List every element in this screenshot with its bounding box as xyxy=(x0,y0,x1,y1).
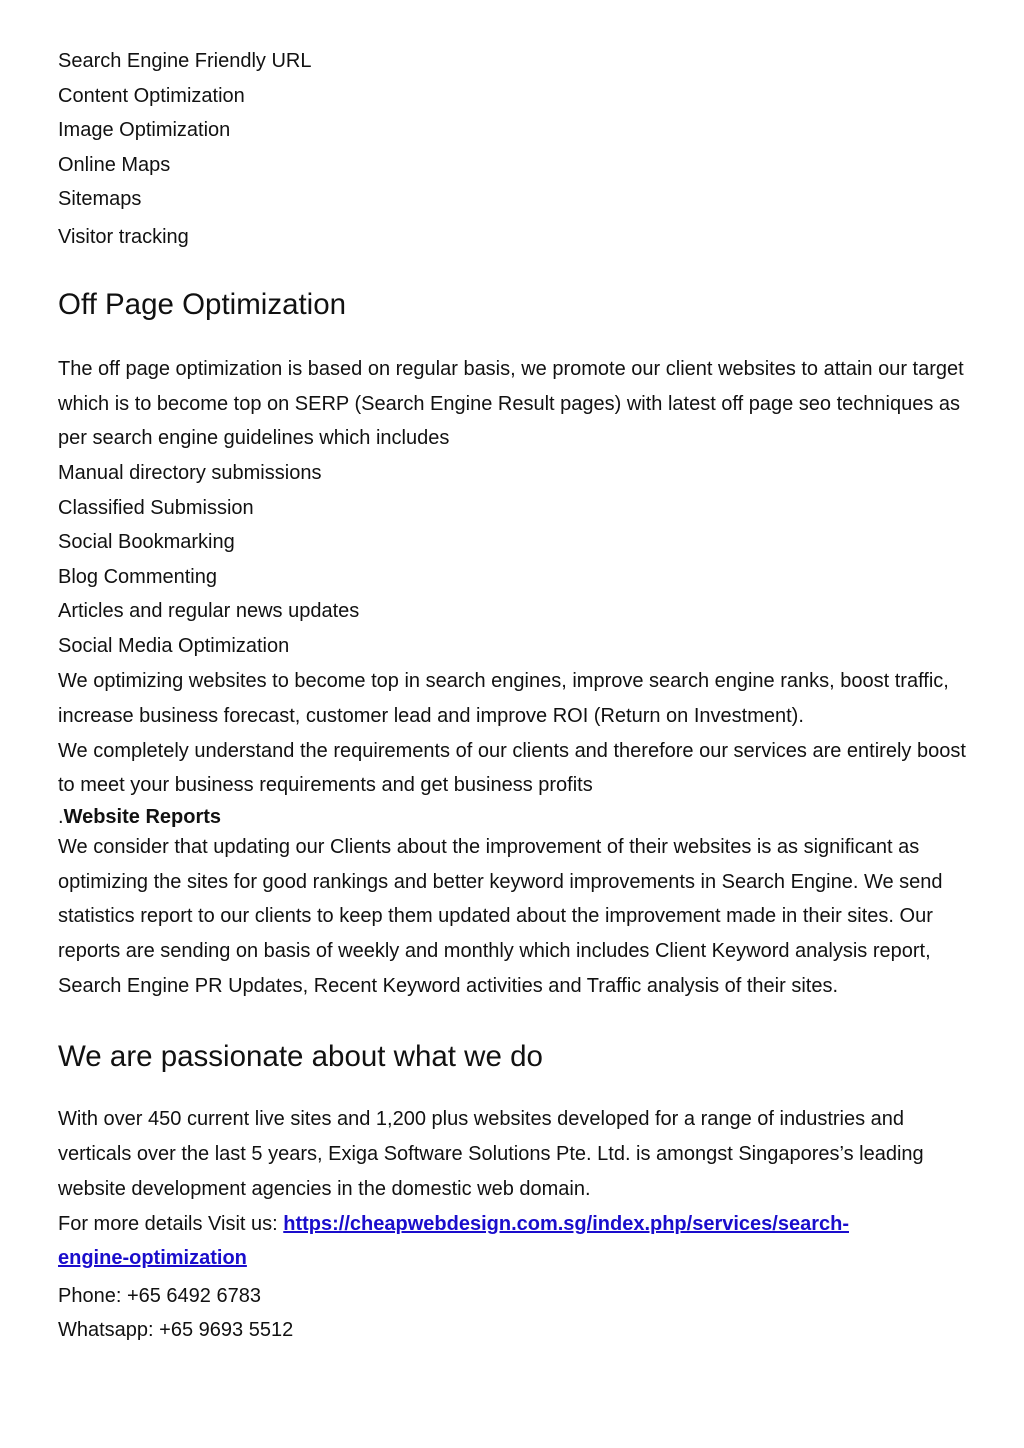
website-link-line2: engine-optimization xyxy=(58,1247,247,1270)
reports-prefix: . xyxy=(58,805,64,828)
reports-title: Website Reports xyxy=(63,805,222,828)
on-page-list xyxy=(58,44,968,254)
whatsapp-line: Whatsapp: +65 9693 5512 xyxy=(58,1319,294,1342)
phone-line: Phone: +65 6492 6783 xyxy=(58,1284,261,1307)
details-line xyxy=(58,1207,968,1276)
website-link-line1: https://cheapwebdesign.com.sg/index.php/services/search- xyxy=(283,1212,849,1235)
reports-heading-line xyxy=(58,804,968,830)
list-item: Classified Submission xyxy=(58,496,254,519)
list-item: Image Optimization xyxy=(58,119,231,141)
passion-heading: We are passionate about what we do xyxy=(58,1040,543,1074)
requirements-paragraph: We completely understand the requirements of our clients and therefore our services are entirely boost to meet your business requirements and get business profits xyxy=(58,739,966,797)
list-item: Blog Commenting xyxy=(58,565,217,588)
list-item: Social Bookmarking xyxy=(58,531,235,554)
off-page-heading: Off Page Optimization xyxy=(58,288,347,321)
list-item: Sitemaps xyxy=(58,188,142,210)
list-item: Manual directory submissions xyxy=(58,462,322,485)
list-item: Visitor tracking xyxy=(58,225,189,248)
details-label: For more details Visit us: xyxy=(58,1212,284,1235)
list-item: Social Media Optimization xyxy=(58,634,290,657)
list-item: Content Optimization xyxy=(58,84,245,107)
off-page-list xyxy=(58,456,968,663)
passion-paragraph: With over 450 current live sites and 1,200 plus websites developed for a range of industries and verticals over the last 5 years, Exiga Software Solutions Pte. Ltd. is amongst Singapores’s leading website development agencies in the domestic web domain. xyxy=(58,1108,924,1200)
list-item: Search Engine Friendly URL xyxy=(58,50,312,72)
list-item: Articles and regular news updates xyxy=(58,600,360,623)
optimizing-paragraph: We optimizing websites to become top in search engines, improve search engine ranks, boost traffic, increase business forecast, customer lead and improve ROI (Return on Investment). xyxy=(58,670,949,727)
off-page-intro: The off page optimization is based on regular basis, we promote our client websites to attain our target which is to become top on SERP (Search Engine Result pages) with latest off page seo techniques as per search engine guidelines which includes xyxy=(58,358,964,450)
reports-paragraph: We consider that updating our Clients about the improvement of their websites is as significant as optimizing the sites for good rankings and better keyword improvements in Search Engine. We send statistics report to our clients to keep them updated about the improvement made in their sites. Our reports are sending on basis of weekly and monthly which includes Client Keyword analysis report, Search Engine PR Updates, Recent Keyword activities and Traffic analysis of their sites. xyxy=(58,835,943,997)
list-item: Online Maps xyxy=(58,153,171,176)
document-page xyxy=(58,44,968,1348)
